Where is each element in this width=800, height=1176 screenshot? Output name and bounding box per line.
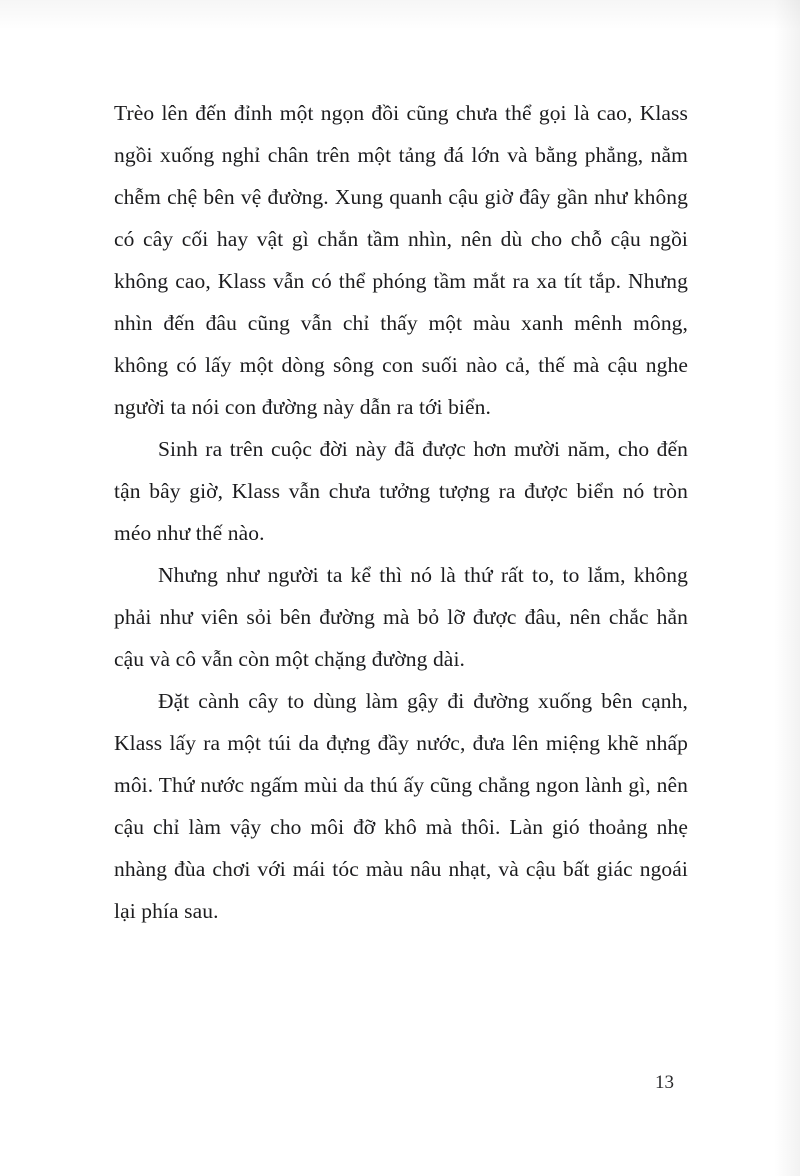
paragraph: Trèo lên đến đỉnh một ngọn đồi cũng chưa thể gọi là cao, Klass ngồi xuống nghỉ chân trên một tảng đá lớn và bằng phẳng, nằm chễm chệ bên vệ đường. Xung quanh cậu giờ đây gần như không có cây cối hay vật gì chắn tầm nhìn, nên dù cho chỗ cậu ngồi không cao, Klass vẫn có thể phóng tầm mắt ra xa tít tắp. Nhưng nhìn đến đâu cũng vẫn chỉ thấy một màu xanh mênh mông, không có lấy một dòng sông con suối nào cả, thế mà cậu nghe người ta nói con đường này dẫn ra tới biển. — [114, 101, 688, 419]
page-number: 13 — [655, 1072, 674, 1093]
paragraph: Sinh ra trên cuộc đời này đã được hơn mười năm, cho đến tận bây giờ, Klass vẫn chưa tưởng tượng ra được biển nó tròn méo như thế nào. — [114, 437, 688, 545]
scan-shading-top — [0, 0, 800, 30]
book-page-text — [114, 92, 688, 932]
paragraph: Đặt cành cây to dùng làm gậy đi đường xuống bên cạnh, Klass lấy ra một túi da đựng đầy nước, đưa lên miệng khẽ nhấp môi. Thứ nước ngấm mùi da thú ấy cũng chẳng ngon lành gì, nên cậu chỉ làm vậy cho môi đỡ khô mà thôi. Làn gió thoảng nhẹ nhàng đùa chơi với mái tóc màu nâu nhạt, và cậu bất giác ngoái lại phía sau. — [114, 689, 688, 923]
paragraph: Nhưng như người ta kể thì nó là thứ rất to, to lắm, không phải như viên sỏi bên đường mà bỏ lỡ được đâu, nên chắc hẳn cậu và cô vẫn còn một chặng đường dài. — [114, 563, 688, 671]
scan-shading-right — [774, 0, 800, 1176]
